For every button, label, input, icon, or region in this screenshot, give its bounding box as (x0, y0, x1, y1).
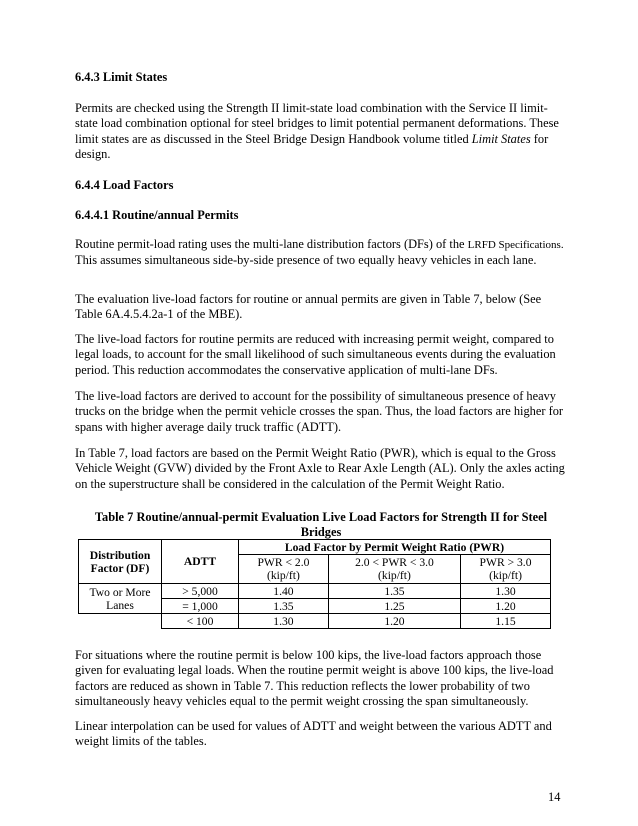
header-pwr-low (239, 555, 329, 584)
paragraph-linear-interpolation: Linear interpolation can be used for values of ADTT and weight between the various ADTT and weight limits of the tables. (75, 719, 552, 749)
paragraph-limit-states (75, 101, 567, 163)
paragraph-derived-factors: The live-load factors are derived to account for the possibility of simultaneous presence of heavy trucks on the bridge when the permit vehicle crosses the span. Thus, the load factors are higher for spans with higher average daily truck traffic (ADTT). (75, 389, 564, 434)
cell-adtt: > 5,000 (162, 584, 239, 599)
cell-adtt: < 100 (162, 614, 239, 629)
paragraph-text-end: This assumes simultaneous side-by-side presence of two equally heavy vehicles in each lane. (75, 253, 537, 268)
cell-value: 1.20 (328, 614, 460, 629)
unit-label: (kip/ft) (378, 569, 411, 582)
paragraph-text: Permits are checked using the Strength II limit-state load combination with the Service II limit-state load combination optional for steel bridges to limit potential permanent deformations. These limit states are as discussed in the Steel Bridge Design Handbook volume titled (75, 101, 559, 146)
lrfd-specifications: LRFD Specifications. (467, 239, 564, 251)
paragraph-reduced-factors: The live-load factors for routine permits are reduced with increasing permit weight, compared to legal loads, to account for the small likelihood of such simultaneous events during the evaluation period. This reduction accommodates the conservative application of multi-lane DFs. (75, 332, 556, 377)
table-row (79, 584, 551, 599)
header-pwr-high (461, 555, 551, 584)
cell-value: 1.40 (239, 584, 329, 599)
page-number: 14 (548, 790, 561, 804)
paragraph-below-100-kips: For situations where the routine permit is below 100 kips, the live-load factors approach those given for evaluating legal loads. When the routine permit weight is above 100 kips, the live-load factors are reduced as shown in Table 7. This reduction reflects the lower probability of two simultaneously heavy vehicles equal to the permit weight crossing the span simultaneously. (75, 648, 554, 709)
paragraph-evaluation-factors: The evaluation live-load factors for routine or annual permits are given in Table 7, below (See Table 6A.4.5.4.2a-1 of the MBE). (75, 292, 542, 322)
header-distribution-factor: Distribution Factor (DF) (79, 540, 162, 584)
paragraph-text-end: for design. (75, 131, 549, 162)
header-adtt: ADTT (162, 540, 239, 584)
cell-two-or-more-lanes: Two or More Lanes (79, 584, 162, 614)
cell-adtt: = 1,000 (162, 599, 239, 614)
cell-empty (79, 614, 162, 629)
section-heading-6-4-4-1: 6.4.4.1 Routine/annual Permits (75, 208, 239, 222)
italic-title: Limit States (471, 131, 531, 146)
cell-value: 1.25 (328, 599, 460, 614)
unit-label: (kip/ft) (267, 569, 300, 582)
cell-value: 1.15 (461, 614, 551, 629)
header-pwr-mid-label: 2.0 < PWR < 3.0 (355, 556, 434, 569)
header-load-factor-group: Load Factor by Permit Weight Ratio (PWR) (239, 540, 551, 555)
cell-value: 1.35 (239, 599, 329, 614)
table-caption: Table 7 Routine/annual-permit Evaluation Live Load Factors for Strength II for Steel Bridges (94, 510, 548, 540)
unit-label: (kip/ft) (489, 569, 522, 582)
cell-value: 1.35 (328, 584, 460, 599)
table-row (79, 614, 551, 629)
cell-value: 1.30 (461, 584, 551, 599)
paragraph-pwr: In Table 7, load factors are based on the Permit Weight Ratio (PWR), which is equal to the Gross Vehicle Weight (GVW) divided by the Front Axle to Rear Axle Length (AL). Only the axles acting on the superstructure shall be considered in the calculation of the Permit Weight Ratio. (75, 446, 565, 491)
header-pwr-mid (328, 555, 460, 584)
load-factor-table (78, 539, 551, 629)
header-pwr-low-label: PWR < 2.0 (257, 556, 310, 569)
cell-value: 1.20 (461, 599, 551, 614)
section-heading-6-4-4: 6.4.4 Load Factors (75, 178, 174, 192)
paragraph-routine-permit (75, 237, 567, 269)
section-heading-6-4-3: 6.4.3 Limit States (75, 70, 168, 84)
header-pwr-high-label: PWR > 3.0 (479, 556, 532, 569)
cell-value: 1.30 (239, 614, 329, 629)
paragraph-text: Routine permit-load rating uses the multi-lane distribution factors (DFs) of the (75, 237, 468, 251)
